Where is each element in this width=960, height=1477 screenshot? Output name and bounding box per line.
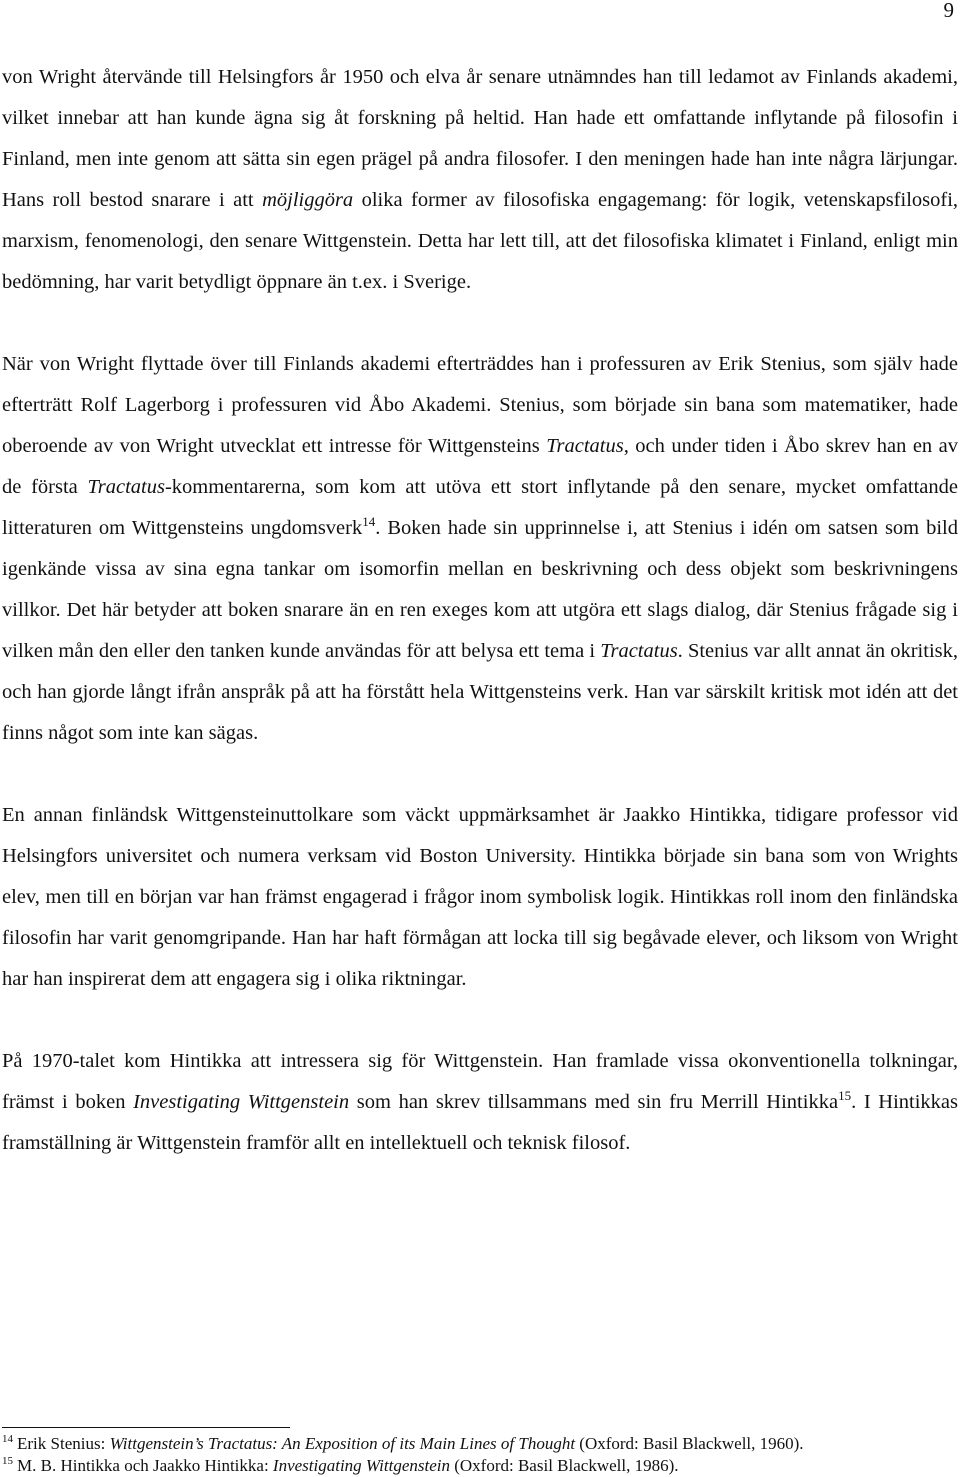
footnote-14: $^{14}$ Erik Stenius: Wittgenstein’s Tractatus: An Exposition of its Main Lines of Thought (Oxford: Basil Blackwell, 1960).	[2, 1433, 804, 1453]
paragraph-1: von Wright återvände till Helsingfors år 1950 och elva år senare utnämndes han till ledamot av Finlands akademi, vilket innebar att han kunde ägna sig åt forskning på heltid. Han hade ett omfattande inflytande på filosofin i Finland, men inte genom att sätta sin egen prägel på andra filosofer. I den meningen hade han inte några lärjungar. Hans roll bestod snarare i att möjliggöra olika former av filosofiska engagemang: för logik, vetenskapsfilosofi, marxism, fenomenologi, den senare Wittgenstein. Detta har lett till, att det filosofiska klimatet i Finland, enligt min bedömning, har varit betydligt öppnare än t.ex. i Sverige.	[2, 66, 959, 293]
footnote-15: $^{15}$ M. B. Hintikka och Jaakko Hintikka: Investigating Wittgenstein (Oxford: Basil Blackwell, 1986).	[2, 1455, 679, 1475]
book-title: Tractatus	[600, 640, 678, 662]
footnotes	[2, 1433, 958, 1477]
book-title: Tractatus	[87, 476, 165, 498]
footnote-number: 15	[2, 1455, 13, 1468]
footnote-separator	[2, 1427, 290, 1428]
footnote-ref-15[interactable]: 15	[838, 1088, 852, 1104]
body-text	[2, 57, 958, 1164]
footnote-ref-14[interactable]: 14	[362, 514, 376, 530]
emphasis: möjliggöra	[262, 189, 354, 211]
paragraph-4: På 1970-talet kom Hintikka att intressera sig för Wittgenstein. Han framlade vissa okonventionella tolkningar, främst i boken Investigating Wittgenstein som han skrev tillsammans med sin fru Merrill Hintikka$^{15}$. I Hintikkas framställning är Wittgenstein framför allt en intellektuell och teknisk filosof.	[2, 1050, 959, 1154]
book-title: Investigating Wittgenstein	[272, 1456, 450, 1475]
book-title: Tractatus	[546, 435, 624, 457]
book-title: Investigating Wittgenstein	[133, 1091, 350, 1113]
paragraph-2: När von Wright flyttade över till Finlands akademi efterträddes han i professuren av Erik Stenius, som själv hade efterträtt Rolf Lagerborg i professuren vid Åbo Akademi. Stenius, som började sin bana som matematiker, hade oberoende av von Wright utvecklat ett intresse för Wittgensteins Tractatus, och under tiden i Åbo skrev han en av de första Tractatus-kommentarerna, som kom att utöva ett stort inflytande på den senare, mycket omfattande litteraturen om Wittgensteins ungdomsverk$^{14}$. Boken hade sin upprinnelse i, att Stenius i idén om satsen som bild igenkände vissa av sina egna tankar om isomorfin mellan en beskrivning och dess objekt som beskrivningens villkor. Det här betyder att boken snarare än en ren exeges kom att utgöra ett slags dialog, där Stenius frågade sig i vilken mån den eller den tanken kunde användas för att belysa ett tema i Tractatus. Stenius var allt annat än okritisk, och han gjorde långt ifrån anspråk på att ha förstått hela Wittgensteins verk. Han var särskilt kritisk mot idén att det finns något som inte kan sägas.	[2, 353, 959, 744]
page-number: 9	[943, 0, 954, 22]
book-title: Wittgenstein’s Tractatus: An Exposition of its Main Lines of Thought	[109, 1434, 576, 1453]
paragraph-3: En annan finländsk Wittgensteinuttolkare som väckt uppmärksamhet är Jaakko Hintikka, tidigare professor vid Helsingfors universitet och numera verksam vid Boston University. Hintikka började sin bana som von Wrights elev, men till en början var han främst engagerad i frågor inom symbolisk logik. Hintikkas roll inom den finländska filosofin har varit genomgripande. Han har haft förmågan att locka till sig begåvade elever, och liksom von Wright har han inspirerat dem att engagera sig i olika riktningar.	[2, 804, 958, 990]
footnote-number: 14	[2, 1433, 13, 1446]
